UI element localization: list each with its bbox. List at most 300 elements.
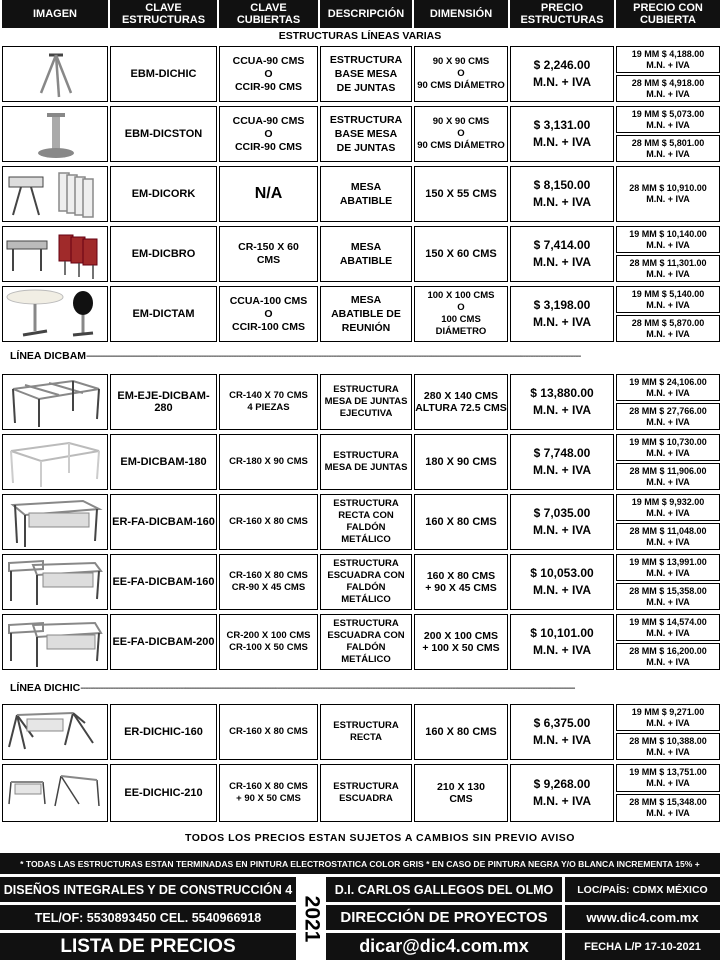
dimension [414, 614, 508, 670]
product-image-2 [2, 166, 108, 222]
product-image-5 [2, 374, 108, 430]
cover-price-line: M.N. + IVA [646, 596, 690, 607]
description [320, 166, 412, 222]
cover-price-line: 19 MM $ 14,574.00 [629, 616, 707, 627]
cover-code-line: CR-160 X 80 CMS [229, 781, 308, 792]
cover-price-line: M.N. + IVA [646, 59, 690, 70]
dimension-line: 90 CMS DIÁMETRO [417, 140, 505, 151]
cover-code-line: CR-160 X 80 CMS [229, 516, 308, 527]
structure-price-line: M.N. + IVA [532, 195, 592, 209]
description-line: MESA [350, 181, 382, 193]
dimension [414, 46, 508, 102]
structure-price-lines [533, 776, 591, 810]
description-line: RECTA [349, 732, 382, 743]
cover-code-line: CMS [256, 254, 281, 266]
dimension-lines [417, 116, 505, 152]
header-precio-estructuras: PRECIO ESTRUCTURAS [510, 0, 614, 28]
description-lines [325, 450, 408, 474]
description-lines [321, 558, 411, 606]
dimension [414, 704, 508, 760]
description-line: ESTRUCTURA [333, 618, 399, 629]
cover-price-line: M.N. + IVA [646, 416, 690, 427]
cover-price-line: 19 MM $ 13,751.00 [629, 767, 707, 777]
dimension [414, 494, 508, 550]
cover-price-19mm [616, 286, 720, 313]
cover-price-line: 28 MM $ 10,388.00 [629, 735, 707, 746]
structure-price [510, 226, 614, 282]
dimension-line: 210 X 130 [437, 781, 485, 793]
cover-code [219, 226, 318, 282]
section-varias-title: ESTRUCTURAS LÍNEAS VARIAS [278, 30, 442, 42]
structure-price-line: M.N. + IVA [532, 463, 592, 477]
cover-price-19mm [616, 764, 720, 792]
cover-code [219, 764, 318, 822]
cover-price-28mm [616, 643, 720, 670]
cover-price-line: 28 MM $ 11,048.00 [629, 525, 707, 536]
structure-code: ER-FA-DICBAM-160 [110, 494, 217, 550]
dimension [414, 166, 508, 222]
cover-price-19mm [616, 704, 720, 731]
description-line: DE JUNTAS [336, 142, 396, 154]
cover-price-line: M.N. + IVA [646, 567, 690, 578]
cover-code-line: CR-160 X 80 CMS [229, 570, 308, 581]
cover-code-line: CR-100 X 50 CMS [229, 642, 308, 653]
structure-price-line: $ 13,880.00 [530, 386, 594, 400]
cover-price-line: 19 MM $ 9,271.00 [631, 706, 705, 717]
section-dicbam-rule [0, 350, 715, 370]
description-lines [333, 781, 398, 805]
structure-price-lines [533, 237, 591, 271]
structure-code: ER-DICHIC-160 [110, 704, 217, 760]
footer-location: LOC/PAÍS: CDMX MÉXICO [565, 877, 720, 902]
description-lines [340, 180, 392, 208]
cover-price-line: 19 MM $ 10,730.00 [629, 436, 707, 447]
dimension-lines [425, 726, 497, 738]
cover-price-line: 28 MM $ 4,918.00 [631, 77, 705, 88]
dimension [414, 226, 508, 282]
product-image-3 [2, 226, 108, 282]
cover-code [219, 494, 318, 550]
structure-price-lines [530, 565, 593, 599]
cover-price-line: 19 MM $ 24,106.00 [629, 376, 707, 387]
cover-price-28mm [616, 135, 720, 162]
structure-price-line: M.N. + IVA [532, 794, 592, 808]
structure-price-line: $ 7,035.00 [533, 506, 591, 520]
cover-price-line: 19 MM $ 13,991.00 [629, 556, 707, 567]
cover-price-19mm [616, 374, 720, 401]
dimension [414, 374, 508, 430]
structure-price [510, 554, 614, 610]
cover-price-line: M.N. + IVA [646, 778, 690, 788]
cover-price-19mm [616, 494, 720, 521]
description [320, 46, 412, 102]
description-line: ABATIBLE [339, 255, 393, 267]
cover-code [219, 106, 318, 162]
cover-price-line: 19 MM $ 10,140.00 [629, 228, 707, 239]
cover-price-line: M.N. + IVA [646, 717, 690, 728]
dimension-line: 150 X 55 CMS [425, 188, 497, 200]
cover-code-line: CCIR-90 CMS [234, 80, 303, 93]
cover-price-line: M.N. + IVA [646, 119, 690, 130]
structure-code: EM-DICTAM [110, 286, 217, 342]
structure-price-line: M.N. + IVA [532, 315, 592, 329]
structure-price-lines [533, 505, 591, 539]
description-lines [331, 293, 401, 335]
cover-price-28mm [616, 794, 720, 822]
description-line: ESTRUCTURA [333, 720, 399, 731]
structure-price-line: M.N. + IVA [532, 643, 592, 657]
cover-code [219, 46, 318, 102]
cover-price-line: 19 MM $ 9,932.00 [631, 496, 705, 507]
structure-price [510, 374, 614, 430]
dimension-line: 200 X 100 CMS [423, 630, 499, 642]
description-lines [340, 240, 392, 268]
structure-price-lines [533, 177, 591, 211]
description-line: ESCUADRA [339, 793, 393, 804]
description-line: DE JUNTAS [336, 82, 396, 94]
cover-price-line: M.N. + IVA [646, 746, 690, 757]
structure-price-line: M.N. + IVA [532, 403, 592, 417]
description-lines [321, 498, 411, 546]
cover-price-19mm [616, 614, 720, 641]
dimension-line: 100 CMS DIÁMETRO [435, 314, 487, 337]
description [320, 106, 412, 162]
cover-code-lines [238, 241, 299, 267]
cover-code-line: CR-140 X 70 CMS [229, 390, 308, 401]
dimension-line: ALTURA 72.5 CMS [415, 402, 507, 414]
cover-price-28mm [616, 523, 720, 550]
structure-code: EBM-DICHIC [110, 46, 217, 102]
cover-code-line: CR-150 X 60 [238, 241, 299, 253]
description-line: ABATIBLE DE [331, 308, 401, 320]
cover-price-19mm [616, 46, 720, 73]
structure-price-line: $ 3,131.00 [533, 118, 591, 132]
cover-price-line: M.N. + IVA [646, 268, 690, 279]
cover-price-line: M.N. + IVA [646, 808, 690, 818]
cover-price-28mm [616, 315, 720, 342]
description-line: FALDÓN METÁLICO [341, 522, 391, 545]
cover-price-line: 28 MM $ 27,766.00 [629, 405, 707, 416]
description-line: ESTRUCTURA [333, 781, 399, 792]
structure-code: EM-EJE-DICBAM-280 [110, 374, 217, 430]
dimension-lines [425, 248, 497, 260]
structure-price-line: $ 10,101.00 [530, 626, 594, 640]
dimension-line: 90 X 90 CMS [432, 116, 490, 127]
structure-price-line: M.N. + IVA [532, 75, 592, 89]
cover-code-line: CR-160 X 80 CMS [229, 726, 308, 737]
structure-price-line: M.N. + IVA [532, 523, 592, 537]
dimension-line: + 100 X 50 CMS [422, 642, 500, 654]
cover-code-lines [233, 55, 305, 94]
structure-price-lines [530, 625, 593, 659]
cover-price-line: 19 MM $ 5,073.00 [631, 108, 705, 119]
structure-price-line: $ 3,198.00 [533, 298, 591, 312]
dimension [414, 106, 508, 162]
cover-price-line: M.N. + IVA [646, 387, 690, 398]
structure-price [510, 704, 614, 760]
cover-price-line: 28 MM $ 10,910.00 [629, 183, 707, 193]
header-clave-cubiertas: CLAVE CUBIERTAS [219, 0, 318, 28]
cover-price-line: M.N. + IVA [646, 507, 690, 518]
description-line: MESA [350, 294, 382, 306]
cover-code-line: N/A [254, 185, 283, 202]
product-image-8 [2, 554, 108, 610]
cover-price-line: 28 MM $ 15,358.00 [629, 585, 707, 596]
description-line: EJECUTIVA [339, 408, 393, 419]
dimension-line: O [457, 128, 465, 139]
description [320, 554, 412, 610]
cover-price-line: M.N. + IVA [646, 299, 690, 310]
header-dimension: DIMENSIÓN [414, 0, 508, 28]
description [320, 226, 412, 282]
cover-code-line: 4 PIEZAS [247, 402, 290, 413]
footer-phones: TEL/OF: 5530893450 CEL. 5540966918 [0, 905, 296, 930]
cover-code-line: + 90 X 50 CMS [236, 793, 301, 804]
footer-website[interactable]: www.dic4.com.mx [565, 905, 720, 930]
cover-code-lines [233, 115, 305, 154]
price-notice: TODOS LOS PRECIOS ESTAN SUJETOS A CAMBIOS SIN PREVIO AVISO [185, 832, 575, 844]
cover-code-lines [229, 390, 308, 414]
cover-code-lines [229, 570, 308, 594]
description-line: ABATIBLE [339, 195, 393, 207]
cover-price-28mm [616, 583, 720, 610]
cover-price-line: M.N. + IVA [646, 328, 690, 339]
description-lines [321, 618, 411, 666]
structure-price-lines [530, 385, 593, 419]
structure-price-lines [533, 715, 591, 749]
footer-year-box [296, 877, 326, 960]
structure-code: EE-DICHIC-210 [110, 764, 217, 822]
cover-code-lines [255, 185, 283, 203]
structure-price-line: M.N. + IVA [532, 255, 592, 269]
dimension-lines [415, 390, 507, 414]
product-image-7 [2, 494, 108, 550]
description-line: ESTRUCTURA [333, 558, 399, 569]
cover-price-line: 19 MM $ 4,188.00 [631, 48, 705, 59]
cover-code-lines [227, 630, 311, 654]
dimension-line: O [457, 302, 465, 313]
footer-list-title: LISTA DE PRECIOS [0, 933, 296, 960]
cover-code [219, 434, 318, 490]
cover-code-line: CCUA-90 CMS [232, 54, 305, 67]
structure-price-lines [533, 445, 591, 479]
cover-price-28mm [616, 463, 720, 490]
dimension-lines [422, 630, 499, 654]
dimension-line: 100 X 100 CMS [427, 290, 495, 301]
structure-code: EE-FA-DICBAM-160 [110, 554, 217, 610]
cover-price-19mm [616, 554, 720, 581]
description [320, 434, 412, 490]
description-lines [330, 113, 402, 155]
description-line: ESTRUCTURA [329, 114, 403, 126]
cover-code-lines [229, 456, 308, 468]
footer-person: D.I. CARLOS GALLEGOS DEL OLMO [326, 877, 562, 902]
description-line: ESTRUCTURA [329, 54, 403, 66]
footer-date: FECHA L/P 17-10-2021 [565, 933, 720, 960]
cover-code-line: CR-90 X 45 CMS [231, 582, 306, 593]
cover-code-line: O [264, 307, 273, 320]
cover-price-28mm [616, 733, 720, 760]
product-image-9 [2, 614, 108, 670]
header-clave-estructuras: CLAVE ESTRUCTURAS [110, 0, 217, 28]
cover-price-line: M.N. + IVA [646, 476, 690, 487]
cover-code [219, 704, 318, 760]
cover-price-line: M.N. + IVA [646, 148, 690, 159]
description [320, 614, 412, 670]
product-image-6 [2, 434, 108, 490]
cover-price-line: 28 MM $ 11,301.00 [629, 257, 707, 268]
structure-price [510, 494, 614, 550]
structure-price-line: M.N. + IVA [532, 583, 592, 597]
cover-code-lines [229, 516, 308, 528]
header-imagen: IMAGEN [2, 0, 108, 28]
cover-price-line: 28 MM $ 11,906.00 [629, 465, 707, 476]
description-line: MESA DE JUNTAS [324, 396, 408, 407]
cover-price-line: 28 MM $ 5,801.00 [631, 137, 705, 148]
structure-code: EE-FA-DICBAM-200 [110, 614, 217, 670]
description-line: ESTRUCTURA [333, 384, 399, 395]
cover-code-lines [230, 295, 308, 334]
product-image-1 [2, 106, 108, 162]
description-line: FALDÓN METÁLICO [341, 642, 391, 665]
footer-email[interactable]: dicar@dic4.com.mx [326, 933, 562, 960]
paint-banner: * TODAS LAS ESTRUCTURAS ESTAN TERMINADAS EN PINTURA ELECTROSTATICA COLOR GRIS * EN CASO DE PINTURA NEGRA Y/O BLANCA INCREMENTA 15% + [0, 853, 720, 874]
cover-code-line: CCUA-90 CMS [232, 114, 305, 127]
dimension [414, 434, 508, 490]
cover-code [219, 374, 318, 430]
cover-code-line: O [264, 67, 273, 80]
structure-price-line: M.N. + IVA [532, 135, 592, 149]
section-dicbam-title: LÍNEA DICBAM------------------------------------------------------------------------------------------------------------------------------------------------------------------------------------------------------ [10, 350, 581, 362]
description [320, 494, 412, 550]
cover-code-line: O [264, 127, 273, 140]
dimension-line: 150 X 60 CMS [425, 248, 497, 260]
structure-price [510, 434, 614, 490]
section-dichic-title: LÍNEA DICHIC------------------------------------------------------------------------------------------------------------------------------------------------------------------------------------------------------ [10, 682, 575, 694]
structure-price-line: $ 10,053.00 [530, 566, 594, 580]
description [320, 286, 412, 342]
dimension [414, 286, 508, 342]
product-image-0 [2, 46, 108, 102]
description-line: BASE MESA [334, 68, 398, 80]
cover-price-28mm [616, 75, 720, 102]
cover-price-line: 19 MM $ 5,140.00 [631, 288, 705, 299]
description-line: ESTRUCTURA [333, 498, 399, 509]
structure-price-line: $ 6,375.00 [533, 716, 591, 730]
cover-code-line: CCIR-90 CMS [234, 140, 303, 153]
cover-price-line: M.N. + IVA [646, 627, 690, 638]
structure-price [510, 46, 614, 102]
dimension [414, 764, 508, 822]
description-line: ESCUADRA CON [327, 630, 405, 641]
structure-price [510, 166, 614, 222]
dimension-line: O [457, 68, 465, 79]
structure-price [510, 614, 614, 670]
cover-code [219, 614, 318, 670]
cover-code-line: CR-180 X 90 CMS [229, 456, 308, 467]
dimension-lines [425, 570, 497, 594]
dimension-line: 160 X 80 CMS [425, 516, 497, 528]
structure-price-line: $ 7,414.00 [533, 238, 591, 252]
description-line: REUNIÓN [341, 322, 391, 334]
structure-code: EM-DICORK [110, 166, 217, 222]
structure-price-line: M.N. + IVA [532, 733, 592, 747]
description [320, 704, 412, 760]
description-lines [325, 384, 408, 420]
product-image-10 [2, 704, 108, 760]
dimension-lines [425, 516, 497, 528]
cover-price-line: M.N. + IVA [646, 88, 690, 99]
cover-code-line: CR-200 X 100 CMS [226, 630, 311, 641]
dimension-line: 90 CMS DIÁMETRO [417, 80, 505, 91]
dimension-line: 160 X 80 CMS [425, 726, 497, 738]
description-line: ESCUADRA CON [327, 570, 405, 581]
cover-price-line: M.N. + IVA [646, 656, 690, 667]
dimension [414, 554, 508, 610]
cover-code-line: CCIR-100 CMS [232, 320, 305, 333]
header-descripcion: DESCRIPCIÓN [320, 0, 412, 28]
cover-code [219, 286, 318, 342]
cover-code-lines [229, 726, 308, 738]
cover-code-line: CCUA-100 CMS [229, 294, 308, 307]
structure-price [510, 286, 614, 342]
cover-price-19mm [616, 434, 720, 461]
cover-price-line: M.N. + IVA [646, 239, 690, 250]
dimension-line: 90 X 90 CMS [432, 56, 490, 67]
product-image-11 [2, 764, 108, 822]
structure-price [510, 764, 614, 822]
cover-price-line: 28 MM $ 5,870.00 [631, 317, 705, 328]
structure-price-line: $ 8,150.00 [533, 178, 591, 192]
dimension-lines [437, 781, 485, 805]
structure-code: EM-DICBRO [110, 226, 217, 282]
structure-code: EBM-DICSTON [110, 106, 217, 162]
cover-price-28mm [616, 403, 720, 430]
cover-code [219, 166, 318, 222]
cover-price-28mm [616, 255, 720, 282]
cover-price-28mm [616, 166, 720, 222]
header-precio-cubierta: PRECIO CON CUBIERTA [616, 0, 720, 28]
cover-code-lines [229, 781, 308, 805]
description [320, 764, 412, 822]
cover-price-line: M.N. + IVA [646, 536, 690, 547]
description [320, 374, 412, 430]
dimension-line: CMS [449, 793, 473, 805]
structure-price-lines [533, 57, 591, 91]
description-line: RECTA CON [338, 510, 394, 521]
description-line: MESA DE JUNTAS [324, 462, 408, 473]
structure-code: EM-DICBAM-180 [110, 434, 217, 490]
description-line: MESA [350, 241, 382, 253]
structure-price-line: $ 7,748.00 [533, 446, 591, 460]
cover-price-19mm [616, 226, 720, 253]
footer-department: DIRECCIÓN DE PROYECTOS [326, 905, 562, 930]
description-lines [330, 53, 402, 95]
structure-price-line: $ 2,246.00 [533, 58, 591, 72]
structure-price [510, 106, 614, 162]
dimension-line: + 90 X 45 CMS [425, 582, 497, 594]
cover-price-line: 28 MM $ 16,200.00 [629, 645, 707, 656]
footer-company: DISEÑOS INTEGRALES Y DE CONSTRUCCIÓN 4 [0, 877, 296, 902]
cover-price-19mm [616, 106, 720, 133]
dimension-line: 160 X 80 CMS [426, 570, 496, 582]
dimension-lines [425, 456, 497, 468]
dimension-line: 280 X 140 CMS [423, 390, 499, 402]
cover-price-line: M.N. + IVA [646, 447, 690, 458]
dimension-lines [415, 290, 507, 338]
cover-price-line: M.N. + IVA [646, 194, 690, 204]
dimension-line: 180 X 90 CMS [425, 456, 497, 468]
